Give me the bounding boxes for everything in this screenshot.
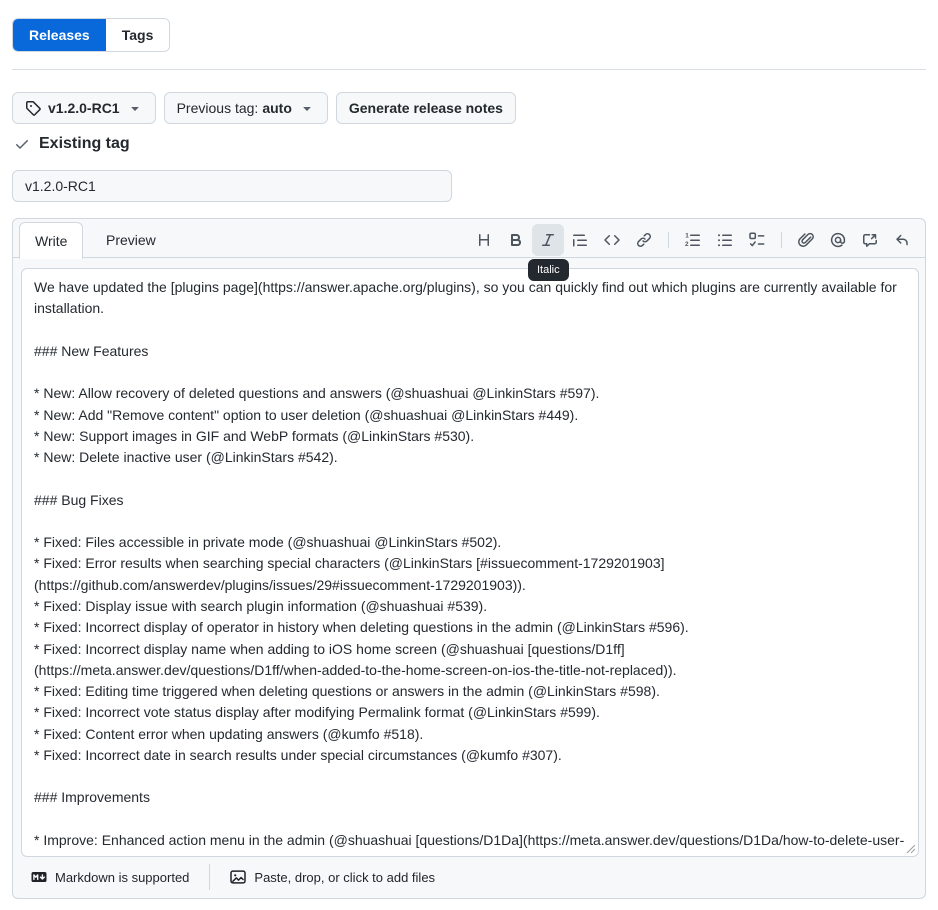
editor-header (13, 219, 925, 258)
tab-tags[interactable]: Tags (106, 19, 170, 51)
mention-button[interactable] (822, 224, 854, 256)
link-button[interactable] (628, 224, 660, 256)
check-icon (14, 136, 30, 152)
tag-select-label: v1.2.0-RC1 (48, 100, 120, 116)
tag-name-input[interactable] (12, 170, 452, 202)
attach-file-button[interactable] (790, 224, 822, 256)
saved-replies-button[interactable] (886, 224, 918, 256)
italic-button[interactable] (532, 224, 564, 256)
toolbar-divider (668, 232, 669, 248)
tasklist-icon (749, 232, 765, 248)
release-notes-textarea[interactable] (21, 268, 919, 857)
quote-icon (572, 232, 588, 248)
tag-select-button[interactable] (12, 92, 156, 124)
previous-tag-prefix: Previous tag: (176, 100, 259, 116)
paperclip-icon (798, 232, 814, 248)
tab-preview[interactable]: Preview (106, 232, 156, 248)
image-icon (230, 869, 246, 885)
chevron-down-icon (299, 100, 315, 116)
unordered-list-button[interactable] (709, 224, 741, 256)
cross-reference-button[interactable] (854, 224, 886, 256)
previous-tag-button[interactable] (164, 92, 328, 124)
heading-icon (476, 232, 492, 248)
mention-icon (830, 232, 846, 248)
textarea-wrapper (21, 268, 919, 857)
svg-text:2: 2 (685, 240, 689, 248)
ordered-list-icon (685, 232, 701, 248)
code-icon (604, 232, 620, 248)
horizontal-divider (12, 69, 926, 70)
svg-text:1: 1 (685, 232, 689, 240)
markdown-editor (12, 218, 926, 899)
bold-icon (508, 232, 524, 248)
editor-footer (13, 856, 925, 898)
resize-handle[interactable] (905, 843, 916, 854)
releases-tags-switcher (12, 18, 170, 52)
italic-tooltip: Italic (528, 259, 569, 281)
release-controls-row (12, 92, 516, 124)
unordered-list-icon (717, 232, 733, 248)
markdown-supported-link[interactable] (31, 869, 189, 885)
reply-icon (894, 232, 910, 248)
chevron-down-icon (127, 100, 143, 116)
footer-divider (209, 864, 210, 890)
toolbar-divider (781, 232, 782, 248)
cross-reference-icon (862, 232, 878, 248)
tab-releases[interactable]: Releases (13, 19, 106, 51)
markdown-icon (31, 869, 47, 885)
bold-button[interactable] (500, 224, 532, 256)
italic-icon (540, 232, 556, 248)
tag-status-label: Existing tag (39, 135, 130, 152)
quote-button[interactable] (564, 224, 596, 256)
attach-files-button[interactable] (230, 869, 435, 885)
markdown-toolbar (468, 222, 918, 258)
tab-write[interactable]: Write (19, 222, 83, 259)
tag-icon (25, 100, 41, 116)
previous-tag-value: auto (262, 100, 292, 116)
ordered-list-button[interactable] (677, 224, 709, 256)
tasklist-button[interactable] (741, 224, 773, 256)
link-icon (636, 232, 652, 248)
heading-button[interactable] (468, 224, 500, 256)
code-button[interactable] (596, 224, 628, 256)
attach-files-label: Paste, drop, or click to add files (254, 869, 436, 885)
generate-release-notes-button[interactable]: Generate release notes (336, 92, 516, 124)
markdown-supported-label: Markdown is supported (55, 869, 190, 885)
tag-status (14, 135, 130, 153)
